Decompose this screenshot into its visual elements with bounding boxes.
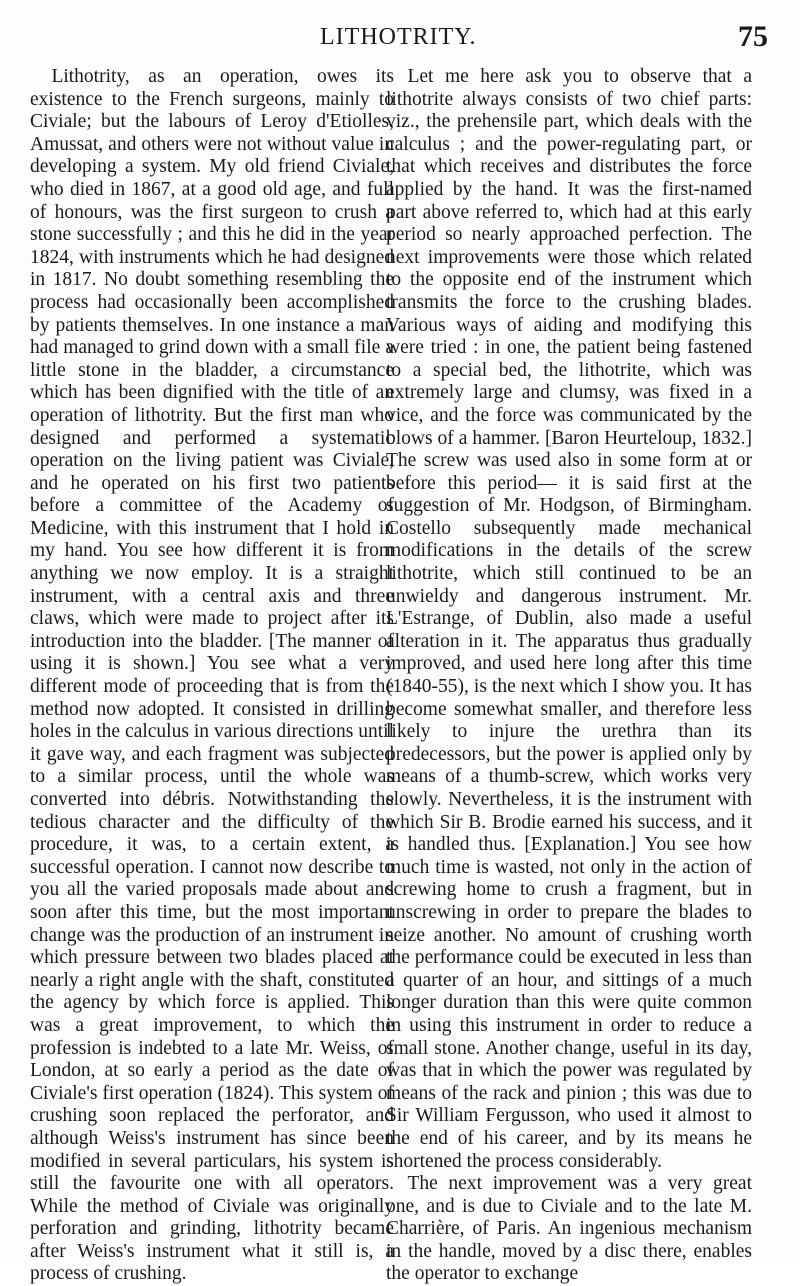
right-paragraph-1: Let me here ask you to observe that a lithotrite always consists of two chief parts: viz., the prehensile part, which deals with the calculus ; and the power-regulating part, or that which receives and distributes the force applied by the hand. It was the first-named part above referred to, which had at this early period so nearly approached perfection. The next improvements were those which related to the opposite end of the instrument which transmits the force to the crushing blades. Various ways of aiding and modifying this were tried : in one, the patient being fastened to a special bed, the lithotrite, which was extremely large and clumsy, was fixed in a vice, and the force was communicated by the blows of a hammer. [Baron Heurteloup, 1832.] The screw was used also in some form at or before this period— it is said first at the suggestion of Mr. Hodgson, of Birmingham. Costello subsequently made mechanical modifications in the details of the screw lithotrite, which still continued to be an unwieldy and dangerous instrument. Mr. L'Estrange, of Dublin, also made a useful alteration in it. The apparatus thus gradually improved, and used here long after this time (1840-55), is the next which I show you. It has become somewhat smaller, and therefore less likely to injure the urethra than its predecessors, but the power is applied only by means of a thumb-screw, which works very slowly. Nevertheless, it is the instrument with which Sir B. Brodie earned his success, and it is handled thus. [Explanation.] You see how much time is wasted, not only in the action of screwing home to crush a fragment, but in unscrewing in order to prepare the blades to seize another. No amount of crushing worth the performance could be executed in less than a quarter of an hour, and sittings of a much longer duration than this were quite common in using this instrument in order to reduce a small stone. Another change, useful in its day, was that in which the power was regulated by means of the rack and pinion ; this was due to Sir William Fergusson, who used it almost to the end of his career, and by its means he shortened the process considerably. (386, 66, 752, 1172)
running-title: LITHOTRITY. (320, 24, 477, 50)
page-header (0, 16, 800, 56)
right-paragraph-2: The next improvement was a very great one, and is due to Civiale and to the late M. Charrière, of Paris. An ingenious mechanism in the handle, moved by a disc there, enables the operator to exchange (386, 1173, 752, 1285)
left-column (30, 66, 394, 1286)
left-paragraph-1: Lithotrity, as an operation, owes its existence to the French surgeons, mainly to Civiale; but the labours of Leroy d'Etiolles, Amussat, and others were not without value in developing a system. My old friend Civiale, who died in 1867, at a good old age, and full of honours, was the first surgeon to crush a stone successfully ; and this he did in the year 1824, with instruments which he had designed in 1817. No doubt something resembling the process had occasionally been accomplished by patients themselves. In one instance a man had managed to grind down with a small file a little stone in the bladder, a circumstance which has been dignified with the title of an operation of lithotrity. But the first man who designed and performed a systematic operation on the living patient was Civiale, and he operated on his first two patients before a committee of the Academy of Medicine, with this instrument that I hold in my hand. You see how different it is from anything we now employ. It is a straight instrument, with a central axis and three claws, which were made to project after its introduction into the bladder. [The manner of using it is shown.] You see what a very different mode of proceeding that is from the method now adopted. It consisted in drilling holes in the calculus in various directions until it gave way, and each fragment was subjected to a similar process, until the whole was converted into débris. Notwithstanding the tedious character and the difficulty of the procedure, it was, to a certain extent, a successful operation. I cannot now describe to you all the varied proposals made about and soon after this time, but the most important change was the production of an instrument in which pressure between two blades placed at nearly a right angle with the shaft, constituted the agency by which force is applied. This was a great improvement, to which the profession is indebted to a late Mr. Weiss, of London, at so early a period as the date of Civiale's first operation (1824). This system of crushing soon replaced the perforator, and although Weiss's instrument has since been modified in several particulars, his system is still the favourite one with all operators. While the method of Civiale was originally perforation and grinding, lithotrity became after Weiss's instrument what it still is, a process of crushing. (30, 66, 394, 1285)
page-number: 75 (738, 20, 768, 53)
right-column (386, 66, 752, 1286)
